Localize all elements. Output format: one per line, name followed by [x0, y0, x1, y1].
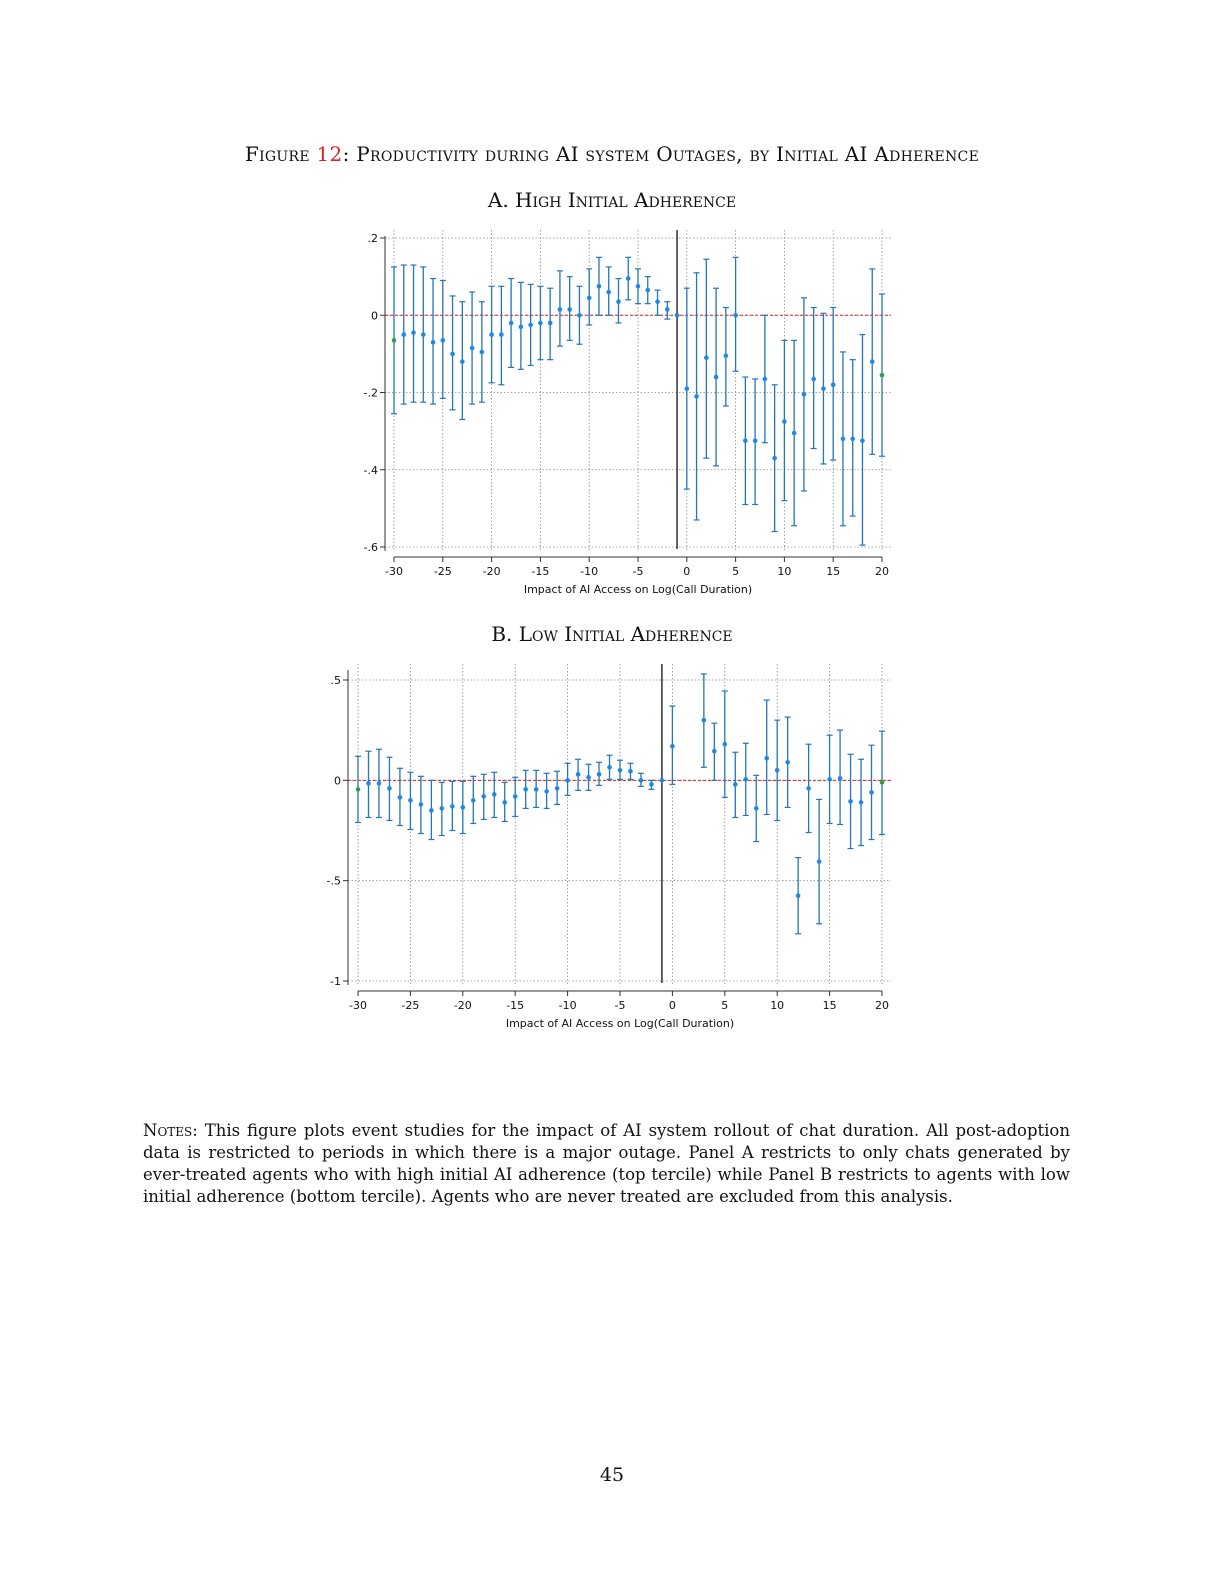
- x-tick-label: -30: [349, 999, 367, 1012]
- panel-a-chart: [0, 222, 1224, 602]
- data-point: [387, 786, 392, 791]
- data-point: [555, 786, 560, 791]
- data-point: [850, 437, 855, 442]
- x-tick-label: -20: [453, 999, 472, 1012]
- data-point: [694, 394, 699, 399]
- y-tick-label: .5: [330, 674, 341, 687]
- data-point: [534, 787, 539, 792]
- page-number: 45: [599, 1464, 625, 1486]
- x-tick-label: 5: [732, 565, 740, 578]
- data-point: [772, 456, 777, 461]
- x-tick-label: -25: [401, 999, 420, 1012]
- data-point: [628, 769, 633, 774]
- y-tick-label: -1: [330, 975, 341, 988]
- data-point: [509, 321, 514, 326]
- data-point: [366, 781, 371, 786]
- data-point: [411, 330, 416, 335]
- data-point: [460, 359, 465, 364]
- data-point: [565, 778, 570, 783]
- figure-title: [0, 142, 1224, 166]
- notes-lead: Notes:: [143, 1121, 198, 1140]
- data-point: [841, 437, 846, 442]
- data-point: [870, 359, 875, 364]
- data-point: [733, 313, 738, 318]
- x-tick-label: 10: [777, 565, 792, 578]
- data-point: [544, 789, 549, 794]
- y-tick-label: 0: [334, 774, 341, 788]
- data-point: [860, 438, 865, 443]
- x-tick-label: -15: [531, 565, 550, 578]
- data-point: [796, 893, 801, 898]
- data-point: [763, 377, 768, 382]
- data-point: [645, 288, 650, 293]
- x-tick-label: -15: [506, 999, 525, 1012]
- data-point: [636, 284, 641, 289]
- data-point: [660, 778, 665, 783]
- y-tick-label: .2: [367, 232, 378, 245]
- data-point: [392, 338, 397, 343]
- x-tick-label: -20: [482, 565, 501, 578]
- data-point: [606, 290, 611, 295]
- data-point: [499, 332, 504, 337]
- data-point: [519, 325, 524, 330]
- data-point: [712, 749, 717, 754]
- data-point: [401, 332, 406, 337]
- data-point: [880, 780, 885, 785]
- data-point: [831, 382, 836, 387]
- y-tick-label: -.5: [326, 874, 341, 888]
- y-tick-label: -.4: [363, 463, 378, 477]
- data-point: [431, 340, 436, 345]
- data-point: [639, 778, 644, 783]
- data-point: [665, 307, 670, 312]
- data-point: [802, 392, 807, 397]
- data-point: [576, 772, 581, 777]
- x-tick-label: -5: [614, 999, 626, 1012]
- x-tick-label: 20: [875, 999, 889, 1012]
- data-point: [811, 377, 816, 382]
- data-point: [607, 765, 612, 770]
- panel-b-chart: [0, 656, 1224, 1036]
- data-point: [753, 438, 758, 443]
- data-point: [649, 782, 654, 787]
- data-point: [792, 431, 797, 436]
- data-point: [558, 307, 563, 312]
- data-point: [670, 744, 675, 749]
- data-point: [513, 794, 518, 799]
- data-point: [618, 768, 623, 773]
- data-point: [859, 800, 864, 805]
- data-point: [775, 768, 780, 773]
- data-point: [655, 299, 660, 304]
- data-point: [764, 756, 769, 761]
- x-tick-label: 5: [721, 999, 729, 1012]
- data-point: [441, 338, 446, 343]
- y-tick-label: 0: [371, 309, 378, 323]
- data-point: [616, 299, 621, 304]
- data-point: [429, 808, 434, 813]
- figure-label: Figure: [244, 142, 310, 166]
- data-point: [587, 296, 592, 301]
- data-point: [714, 375, 719, 380]
- x-tick-label: 10: [770, 999, 785, 1012]
- figure-number[interactable]: 12: [316, 142, 343, 166]
- x-tick-label: 20: [875, 565, 889, 578]
- data-point: [806, 786, 811, 791]
- data-point: [827, 777, 832, 782]
- x-tick-label: 0: [668, 999, 676, 1012]
- data-point: [471, 798, 476, 803]
- data-point: [754, 806, 759, 811]
- x-tick-label: 0: [683, 565, 691, 578]
- data-point: [421, 332, 426, 337]
- x-axis-title: Impact of AI Access on Log(Call Duration): [505, 1017, 735, 1030]
- data-point: [586, 775, 591, 780]
- data-point: [743, 438, 748, 443]
- data-point: [567, 307, 572, 312]
- data-point: [419, 802, 424, 807]
- data-point: [548, 321, 553, 326]
- data-point: [356, 787, 361, 792]
- data-point: [702, 718, 707, 723]
- figure-notes: [143, 1120, 1070, 1208]
- data-point: [492, 792, 497, 797]
- data-point: [733, 782, 738, 787]
- data-point: [502, 800, 507, 805]
- x-tick-label: 15: [822, 999, 837, 1012]
- data-point: [597, 772, 602, 777]
- data-point: [724, 354, 729, 359]
- data-point: [480, 350, 485, 355]
- data-point: [461, 805, 466, 810]
- data-point: [481, 794, 486, 799]
- data-point: [450, 352, 455, 357]
- x-tick-label: -5: [632, 565, 644, 578]
- data-point: [817, 859, 822, 864]
- data-point: [523, 787, 528, 792]
- data-point: [723, 742, 728, 747]
- data-point: [821, 386, 826, 391]
- x-tick-label: -10: [558, 999, 577, 1012]
- x-tick-label: -10: [580, 565, 599, 578]
- x-tick-label: -30: [385, 565, 403, 578]
- data-point: [743, 777, 748, 782]
- data-point: [782, 419, 787, 424]
- data-point: [450, 804, 455, 809]
- data-point: [398, 795, 403, 800]
- data-point: [577, 313, 582, 318]
- x-axis-title: Impact of AI Access on Log(Call Duration): [523, 583, 753, 596]
- notes-text: This figure plots event studies for the impact of AI system rollout of chat duration. All post-adoption data is restricted to periods in which there is a major outage. Panel A restricts to only chats generated by ever-treated agents who with high initial AI adherence (top tercile) while Panel B restricts to agents with low initial adherence (bottom tercile). Agents who are never treated are excluded from this analysis.: [143, 1121, 1070, 1206]
- data-point: [377, 781, 382, 786]
- data-point: [880, 373, 885, 378]
- y-tick-label: -.6: [363, 541, 378, 554]
- data-point: [626, 276, 631, 281]
- data-point: [408, 798, 413, 803]
- data-point: [838, 776, 843, 781]
- data-point: [785, 760, 790, 765]
- data-point: [528, 323, 533, 328]
- x-tick-label: -25: [433, 565, 452, 578]
- data-point: [440, 806, 445, 811]
- panel-a-title: A. High Initial Adherence: [487, 188, 737, 212]
- data-point: [675, 313, 680, 318]
- data-point: [869, 790, 874, 795]
- x-tick-label: 15: [826, 565, 841, 578]
- data-point: [685, 386, 690, 391]
- panel-b-title: B. Low Initial Adherence: [491, 622, 733, 646]
- data-point: [848, 799, 853, 804]
- data-point: [470, 346, 475, 351]
- data-point: [538, 321, 543, 326]
- figure-title-text: : Productivity during AI system Outages, by Initial AI Adherence: [342, 142, 980, 166]
- data-point: [597, 284, 602, 289]
- y-tick-label: -.2: [363, 386, 378, 400]
- data-point: [704, 355, 709, 360]
- data-point: [489, 332, 494, 337]
